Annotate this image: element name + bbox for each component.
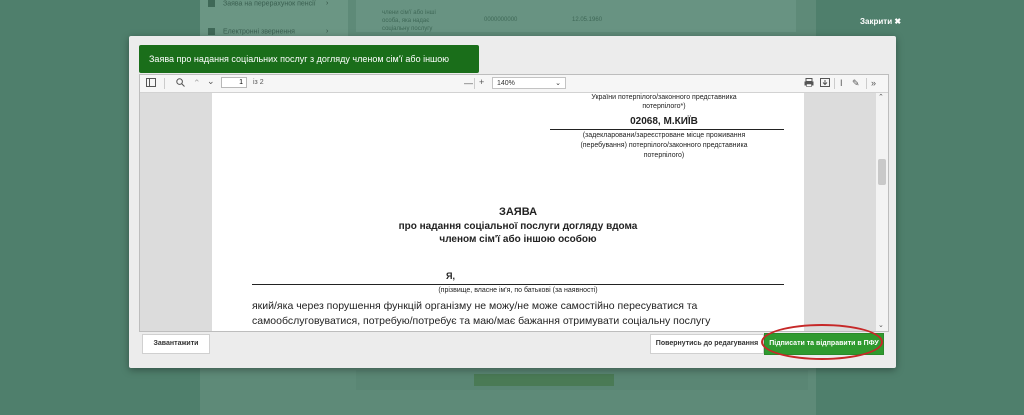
background-cell: члени сім'ї або інші особа, яка надає соціальну послугу: [382, 10, 436, 32]
document-scrollbar[interactable]: [876, 93, 888, 331]
document-area: [140, 93, 876, 331]
doc-title: ЗАЯВА: [498, 206, 538, 218]
chevron-right-icon: ›: [326, 0, 329, 7]
toolbar-divider: [474, 78, 475, 89]
doc-subtitle: членом сім'ї або іншою особою: [439, 234, 597, 245]
divider-line: [550, 129, 784, 130]
previous-page-icon[interactable]: ⌃: [193, 78, 201, 88]
text-cursor-icon[interactable]: I: [840, 78, 843, 88]
chevron-up-icon[interactable]: ⌃: [878, 94, 884, 101]
background-nav-item: Електронні звернення ›: [208, 28, 295, 35]
document-page: [212, 93, 804, 331]
toolbar-divider: [866, 78, 867, 89]
doc-line: України потерпілого/законного представника: [591, 94, 737, 101]
more-tools-icon[interactable]: »: [871, 78, 877, 88]
doc-note: потерпілого): [643, 152, 685, 159]
document-icon: [208, 0, 215, 7]
zoom-out-icon[interactable]: —: [464, 78, 473, 88]
divider-line: [252, 284, 784, 285]
modal-title: Заява про надання соціальних послуг з догляду членом сім'ї або іншою: [139, 45, 479, 73]
zoom-in-icon[interactable]: +: [479, 77, 485, 87]
save-icon[interactable]: [820, 78, 830, 90]
document-icon: [208, 28, 215, 35]
zoom-select[interactable]: 140% ⌄: [492, 77, 566, 89]
toolbar-divider: [834, 78, 835, 89]
background-cell: 12.05.1960: [572, 17, 603, 23]
download-button[interactable]: Завантажити: [142, 334, 210, 354]
doc-subtitle: про надання соціальної послуги догляду вдома: [398, 221, 638, 232]
toolbar-divider: [164, 78, 165, 89]
next-page-icon[interactable]: ⌄: [207, 76, 215, 86]
back-to-edit-button[interactable]: Повернутись до редагування: [650, 334, 764, 354]
doc-note: (задекларовани/зареєстроване місце проживання: [582, 132, 746, 139]
page-number-input[interactable]: [221, 77, 247, 88]
background-cell: 0000000000: [484, 17, 518, 23]
doc-note: (перебування) потерпілого/законного представника: [580, 142, 748, 149]
search-icon[interactable]: [176, 78, 185, 90]
page-count: із 2: [253, 79, 264, 86]
background-button: [474, 374, 614, 386]
sidebar-toggle-icon[interactable]: [146, 78, 156, 90]
doc-i-label: Я,: [446, 271, 455, 281]
chevron-down-icon: ⌄: [555, 80, 561, 87]
document-preview-modal: [129, 36, 896, 368]
close-button[interactable]: Закрити ✖: [860, 17, 902, 26]
sign-and-send-button[interactable]: Підписати та відправити в ПФУ: [764, 333, 884, 355]
chevron-down-icon[interactable]: ⌄: [878, 322, 884, 329]
doc-body-line: самообслуговуватися, потребую/потребує та маю/має бажання отримувати соціальну послугу: [252, 315, 711, 327]
scroll-thumb[interactable]: [878, 159, 886, 185]
doc-note: (прізвище, власне ім'я, по батькові (за наявності): [438, 287, 598, 294]
draw-icon[interactable]: ✎: [852, 78, 860, 88]
background-nav-item: Заява на перерахунок пенсії ›: [208, 0, 316, 7]
doc-body-line: який/яка через порушення функцій організму не можу/не може самостійно пересуватися та: [252, 300, 698, 312]
doc-line: потерпілого*): [642, 103, 686, 110]
print-icon[interactable]: [804, 78, 814, 90]
doc-address: 02068, М.КИЇВ: [630, 116, 698, 127]
pdf-viewer: [139, 74, 889, 332]
chevron-right-icon: ›: [326, 28, 329, 35]
pdf-toolbar: [140, 75, 888, 93]
